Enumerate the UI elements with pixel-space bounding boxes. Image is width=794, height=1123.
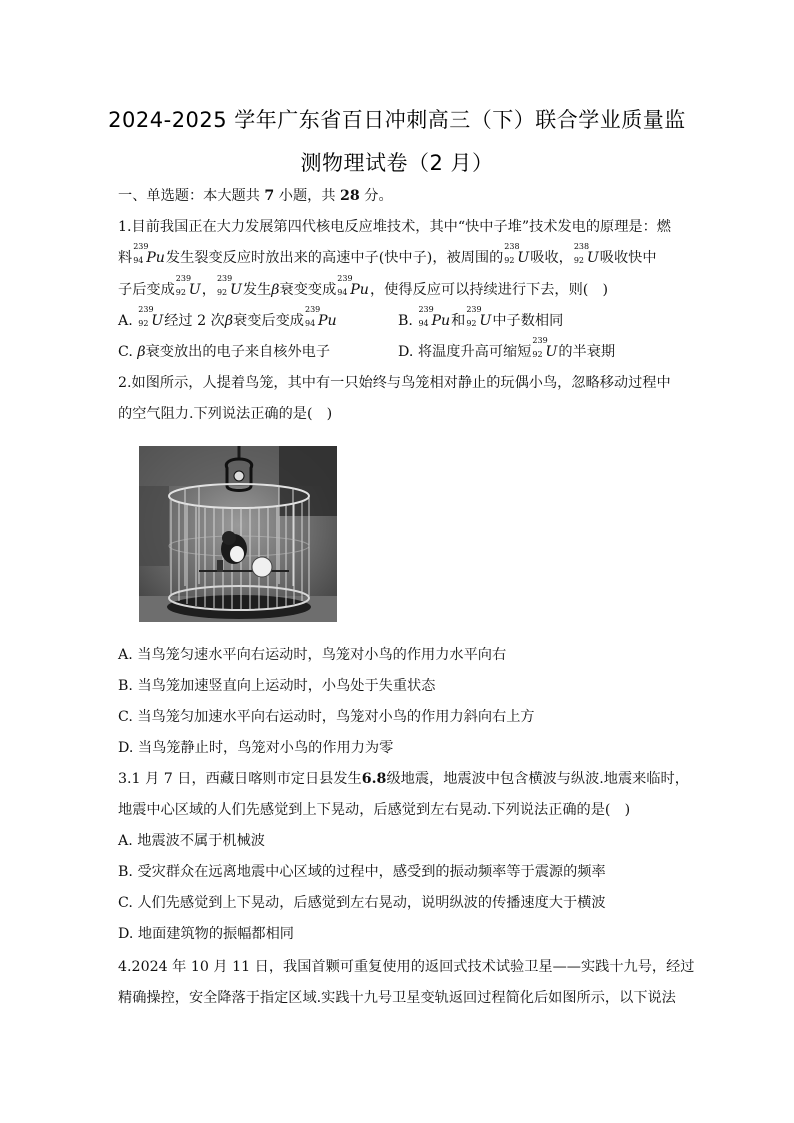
nuclide-u239: 239 92 U: [466, 305, 492, 329]
q3-option-c[interactable]: C. 人们先感觉到上下晃动，后感觉到左右晃动，说明纵波的传播速度大于横波: [118, 895, 606, 911]
nuclide-u239: 239 92 U: [532, 336, 558, 360]
q3-option-b[interactable]: B. 受灾群众在远离地震中心区域的过程中，感受到的振动频率等于震源的频率: [118, 864, 606, 880]
nuclide-pu239: 239 94 Pu: [305, 305, 337, 329]
q1-option-a[interactable]: A. 239 92 U经过 2 次β衰变后变成 239 94 Pu: [118, 305, 337, 329]
q2-option-b[interactable]: B. 当鸟笼加速竖直向上运动时，小鸟处于失重状态: [118, 678, 436, 694]
nuclide-u239: 239 92 U: [216, 274, 242, 298]
q1-option-d[interactable]: D. 将温度升高可缩短 239 92 U的半衰期: [398, 336, 616, 360]
nuclide-u239: 239 92 U: [138, 305, 164, 329]
q2-option-a[interactable]: A. 当鸟笼匀速水平向右运动时，鸟笼对小鸟的作用力水平向右: [118, 647, 507, 663]
q4-stem-line-2: 精确操控，安全降落于指定区域.实践十九号卫星变轨返回过程简化后如图所示，以下说法: [118, 990, 676, 1006]
q3-option-a[interactable]: A. 地震波不属于机械波: [118, 833, 265, 849]
q3-stem-line-1: 3.1 月 7 日，西藏日喀则市定日县发生6.8级地震，地震波中包含横波与纵波.地震来临时，: [118, 771, 689, 787]
q2-stem-line-2: 的空气阻力.下列说法正确的是( ): [118, 406, 333, 422]
q2-stem-line-1: 2.如图所示，人提着鸟笼，其中有一只始终与鸟笼相对静止的玩偶小鸟，忽略移动过程中: [118, 375, 671, 391]
section-heading: 一、单选题：本大题共 7 小题，共 28 分。: [118, 188, 393, 204]
birdcage-photo: [139, 446, 337, 622]
q1-option-c[interactable]: C. β衰变放出的电子来自核外电子: [118, 344, 331, 360]
exam-title-line-1: 2024-2025 学年广东省百日冲刺高三（下）联合学业质量监: [108, 108, 686, 132]
nuclide-u238: 238 92 U: [573, 242, 599, 266]
q3-option-d[interactable]: D. 地面建筑物的振幅都相同: [118, 926, 294, 942]
nuclide-u239: 239 92 U: [175, 274, 201, 298]
q1-stem-line-2: 料 239 94 Pu发生裂变反应时放出来的高速中子(快中子)，被周围的 238 92 U吸收， 238 92 U吸收快中: [118, 242, 657, 266]
q1-stem-line-1: 1.目前我国正在大力发展第四代核电反应堆技术，其中“快中子堆”技术发电的原理是：燃: [118, 219, 671, 235]
q1-stem-line-3: 子后变成 239 92 U， 239 92 U发生β衰变变成 239 94 Pu，使得反应可以持续进行下去，则( ): [118, 274, 609, 298]
nuclide-pu239: 239 94 Pu: [337, 274, 369, 298]
q1-option-b[interactable]: B. 239 94 Pu和 239 92 U中子数相同: [398, 305, 564, 329]
nuclide-u238: 238 92 U: [504, 242, 530, 266]
exam-title-line-2: 测物理试卷（2 月）: [300, 151, 494, 175]
q2-option-d[interactable]: D. 当鸟笼静止时，鸟笼对小鸟的作用力为零: [118, 740, 394, 756]
nuclide-pu239: 239 94 Pu: [133, 242, 165, 266]
q3-stem-line-2: 地震中心区域的人们先感觉到上下晃动，后感觉到左右晃动.下列说法正确的是( ): [118, 802, 631, 818]
q4-stem-line-1: 4.2024 年 10 月 11 日，我国首颗可重复使用的返回式技术试验卫星——实践十九号，经过: [118, 959, 695, 975]
q2-option-c[interactable]: C. 当鸟笼匀加速水平向右运动时，鸟笼对小鸟的作用力斜向右上方: [118, 709, 535, 725]
nuclide-pu239: 239 94 Pu: [418, 305, 451, 329]
